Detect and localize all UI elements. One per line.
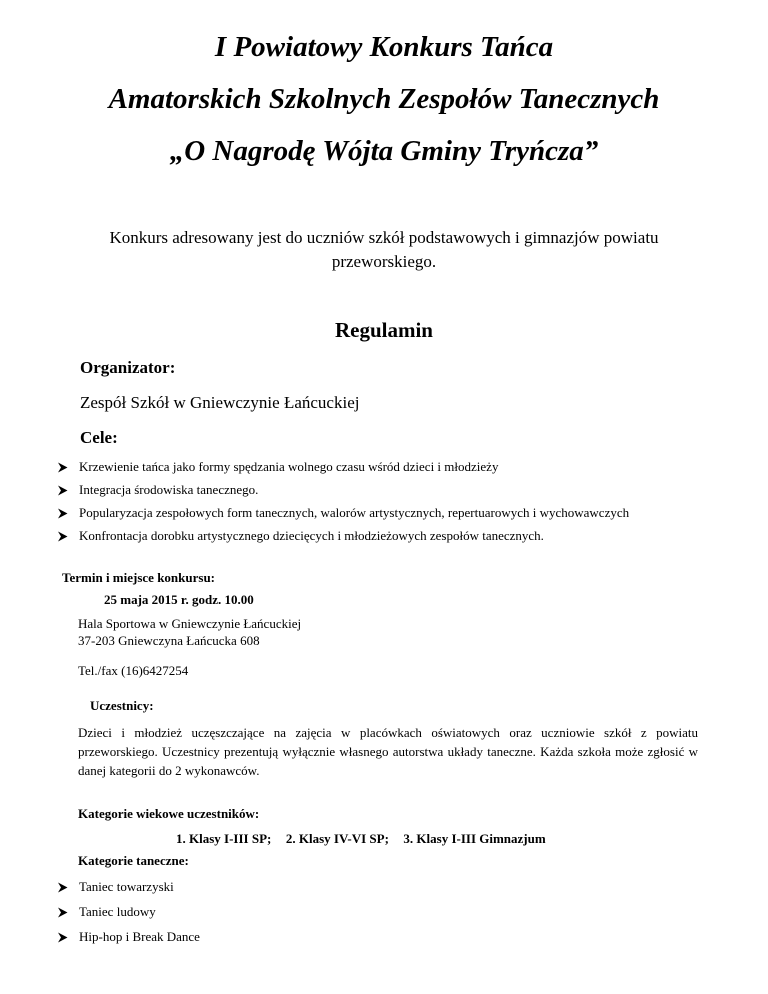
arrow-bullet-icon bbox=[57, 531, 79, 542]
intro-line-2: przeworskiego. bbox=[331, 252, 437, 271]
termin-date: 25 maja 2015 r. godz. 10.00 bbox=[104, 592, 254, 607]
title-line-3: „O Nagrodę Wójta Gminy Tryńcza” bbox=[169, 135, 599, 167]
termin-place-line-1: Hala Sportowa w Gniewczynie Łańcuckiej bbox=[78, 616, 302, 631]
organizator-heading: Organizator: bbox=[80, 358, 176, 377]
cele-item-label: Popularyzacja zespołowych form tanecznych, walorów artystycznych, repertuarowych i wychowawczych bbox=[79, 505, 630, 520]
kategoria-taneczna bbox=[57, 904, 156, 920]
title-line-2: Amatorskich Szkolnych Zespołów Tanecznych bbox=[108, 83, 660, 115]
termin-heading: Termin i miejsce konkursu: bbox=[62, 570, 215, 585]
arrow-bullet-icon bbox=[57, 508, 79, 519]
kategoria-wiekowa-2: 2. Klasy IV-VI SP; bbox=[285, 831, 389, 846]
kategoria-taneczna-label: Taniec ludowy bbox=[79, 904, 156, 919]
kategorie-wiekowe-heading: Kategorie wiekowe uczestników: bbox=[78, 806, 260, 821]
cele-item bbox=[57, 528, 544, 544]
uczestnicy-text: Dzieci i młodzież uczęszczające na zajęcia w placówkach oświatowych oraz uczniowie szkół z powiatu przeworskiego. Uczestnicy prezentują wyłącznie własnego autorstwa układy taneczne. Każda szkoła może zgłosić w danej kategorii do 2 wykonawców. bbox=[78, 725, 698, 778]
arrow-bullet-icon bbox=[57, 462, 79, 473]
cele-item-label: Integracja środowiska tanecznego. bbox=[79, 482, 259, 497]
cele-item bbox=[57, 482, 258, 498]
cele-item-label: Konfrontacja dorobku artystycznego dziecięcych i młodzieżowych zespołów tanecznych. bbox=[79, 528, 544, 543]
kategoria-taneczna bbox=[57, 929, 200, 945]
cele-item-label: Krzewienie tańca jako formy spędzania wolnego czasu wśród dzieci i młodzieży bbox=[79, 459, 499, 474]
kategoria-wiekowa bbox=[176, 831, 546, 847]
cele-item bbox=[57, 505, 629, 521]
kategoria-wiekowa-1: 1. Klasy I-III SP; bbox=[176, 831, 272, 846]
cele-heading: Cele: bbox=[80, 428, 118, 447]
kategoria-taneczna bbox=[57, 879, 174, 895]
title-line-1: I Powiatowy Konkurs Tańca bbox=[214, 31, 554, 63]
regulamin-heading: Regulamin bbox=[334, 318, 433, 342]
organizator-value: Zespół Szkół w Gniewczynie Łańcuckiej bbox=[80, 393, 360, 412]
arrow-bullet-icon bbox=[57, 907, 79, 918]
kategorie-taneczne-heading: Kategorie taneczne: bbox=[78, 853, 189, 868]
kategoria-taneczna-label: Hip-hop i Break Dance bbox=[79, 929, 200, 944]
kategoria-wiekowa-3: 3. Klasy I-III Gimnazjum bbox=[403, 831, 546, 846]
uczestnicy-heading: Uczestnicy: bbox=[90, 698, 154, 713]
arrow-bullet-icon bbox=[57, 932, 79, 943]
termin-phone: Tel./fax (16)6427254 bbox=[78, 663, 189, 678]
cele-item bbox=[57, 459, 498, 475]
kategoria-taneczna-label: Taniec towarzyski bbox=[79, 879, 174, 894]
arrow-bullet-icon bbox=[57, 882, 79, 893]
termin-place-line-2: 37-203 Gniewczyna Łańcucka 608 bbox=[78, 633, 260, 648]
arrow-bullet-icon bbox=[57, 485, 79, 496]
intro-line-1: Konkurs adresowany jest do uczniów szkół podstawowych i gimnazjów powiatu bbox=[109, 228, 659, 247]
